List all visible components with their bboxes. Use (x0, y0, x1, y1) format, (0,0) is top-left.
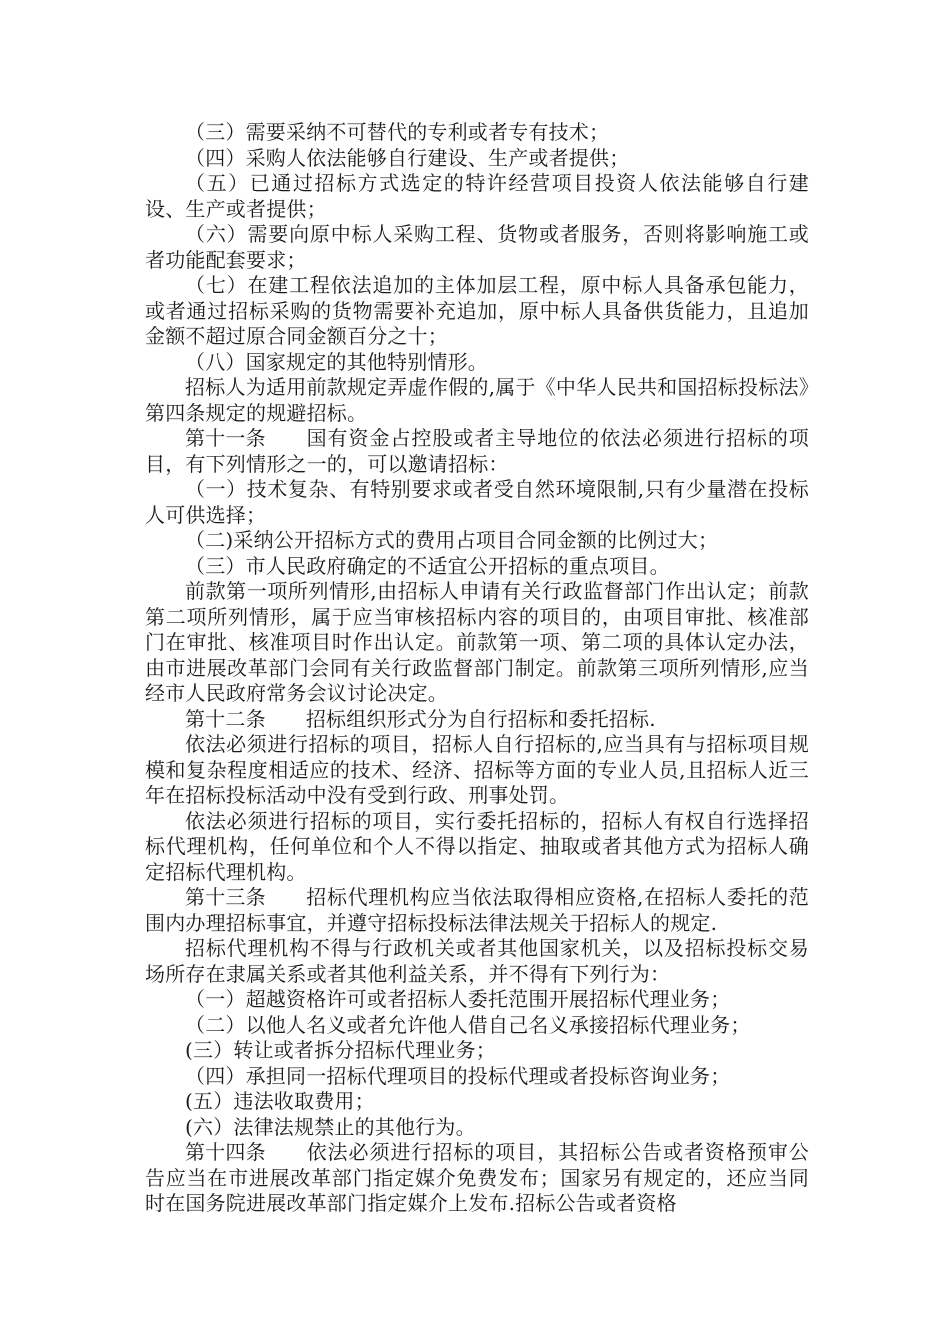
clause-text: （一）技术复杂、有特别要求或者受自然环境限制,只有少量潜在投标人可供选择； (145, 477, 809, 527)
clause-item (145, 120, 809, 146)
clause-item (145, 1089, 809, 1115)
clause-text: （七）在建工程依法追加的主体加层工程，原中标人具备承包能力，或者通过招标采购的货物需要补充追加，原中标人具备供货能力，且追加金额不超过原合同金额百分之十； (145, 273, 809, 348)
clause-text: （六）需要向原中标人采购工程、货物或者服务，否则将影响施工或者功能配套要求； (145, 222, 809, 272)
clause-text: (五）违法收取费用； (185, 1089, 375, 1113)
article-number: 第十四条 (185, 1140, 266, 1164)
clause-item (145, 171, 809, 222)
article-paragraph (145, 426, 809, 477)
paragraph-text: 招标代理机构不得与行政机关或者其他国家机关，以及招标投标交易场所存在隶属关系或者其他利益关系，并不得有下列行为： (145, 936, 809, 986)
clause-text: (六）法律法规禁止的其他行为。 (185, 1114, 476, 1139)
clause-item (145, 273, 809, 350)
clause-text: （二)采纳公开招标方式的费用占项目合同金额的比例过大； (185, 528, 719, 552)
body-paragraph (145, 579, 809, 707)
clause-item (145, 1064, 809, 1090)
paragraph-text: 招标代理机构应当依法取得相应资格,在招标人委托的范围内办理招标事宜，并遵守招标投标法律法规关于招标人的规定. (145, 885, 809, 935)
article-paragraph (145, 885, 809, 936)
clause-text: (三）转让或者拆分招标代理业务； (185, 1038, 497, 1062)
clause-item (145, 222, 809, 273)
clause-item (145, 528, 809, 554)
paragraph-text: 依法必须进行招标的项目，招标人自行招标的,应当具有与招标项目规模和复杂程度相适应的技术、经济、招标等方面的专业人员,且招标人近三年在招标投标活动中没有受到行政、刑事处罚。 (145, 732, 809, 807)
clause-item (145, 987, 809, 1013)
body-paragraph (145, 375, 809, 426)
clause-text: （三）市人民政府确定的不适宜公开招标的重点项目。 (185, 553, 670, 578)
clause-item (145, 1115, 809, 1141)
clause-item (145, 554, 809, 580)
article-paragraph (145, 1140, 809, 1217)
clause-item (145, 477, 809, 528)
clause-item (145, 1038, 809, 1064)
paragraph-text: 招标人为适用前款规定弄虚作假的,属于《中华人民共和国招标投标法》第四条规定的规避招标。 (145, 375, 809, 425)
body-paragraph (145, 936, 809, 987)
article-paragraph (145, 707, 809, 733)
clause-text: （三）需要采纳不可替代的专利或者专有技术； (185, 120, 610, 144)
paragraph-text: 国有资金占控股或者主导地位的依法必须进行招标的项目，有下列情形之一的，可以邀请招标： (145, 426, 809, 476)
clause-text: （八）国家规定的其他特别情形。 (185, 349, 488, 374)
body-paragraph (145, 732, 809, 809)
clause-item (145, 350, 809, 376)
clause-text: （五）已通过招标方式选定的特许经营项目投资人依法能够自行建设、生产或者提供； (145, 171, 809, 221)
paragraph-text: 招标组织形式分为自行招标和委托招标. (305, 706, 656, 731)
article-number: 第十二条 (185, 706, 266, 731)
clause-text: （一）超越资格许可或者招标人委托范围开展招标代理业务； (185, 987, 731, 1011)
paragraph-text: 前款第一项所列情形,由招标人申请有关行政监督部门作出认定；前款第二项所列情形，属于应当审核招标内容的项目的，由项目审批、核准部门在审批、核准项目时作出认定。前款第一项、第二项的具体认定办法，由市进展改革部门会同有关行政监督部门制定。前款第三项所列情形,应当经市人民政府常务会议讨论决定。 (145, 579, 809, 705)
paragraph-text: 依法必须进行招标的项目，实行委托招标的，招标人有权自行选择招标代理机构，任何单位和个人不得以指定、抽取或者其他方式为招标人确定招标代理机构。 (145, 808, 809, 884)
clause-text: （四）采购人依法能够自行建设、生产或者提供； (185, 145, 630, 170)
article-number: 第十一条 (185, 426, 266, 450)
clause-item (145, 1013, 809, 1039)
clause-item (145, 146, 809, 172)
body-paragraph (145, 809, 809, 886)
clause-text: （四）承担同一招标代理项目的投标代理或者投标咨询业务； (185, 1063, 731, 1088)
clause-text: （二）以他人名义或者允许他人借自己名义承接招标代理业务； (185, 1012, 751, 1037)
paragraph-text: 依法必须进行招标的项目，其招标公告或者资格预审公告应当在市进展改革部门指定媒介免费发布；国家另有规定的，还应当同时在国务院进展改革部门指定媒介上发布.招标公告或者资格 (145, 1140, 809, 1215)
document-page (145, 120, 809, 1217)
article-number: 第十三条 (185, 885, 266, 909)
